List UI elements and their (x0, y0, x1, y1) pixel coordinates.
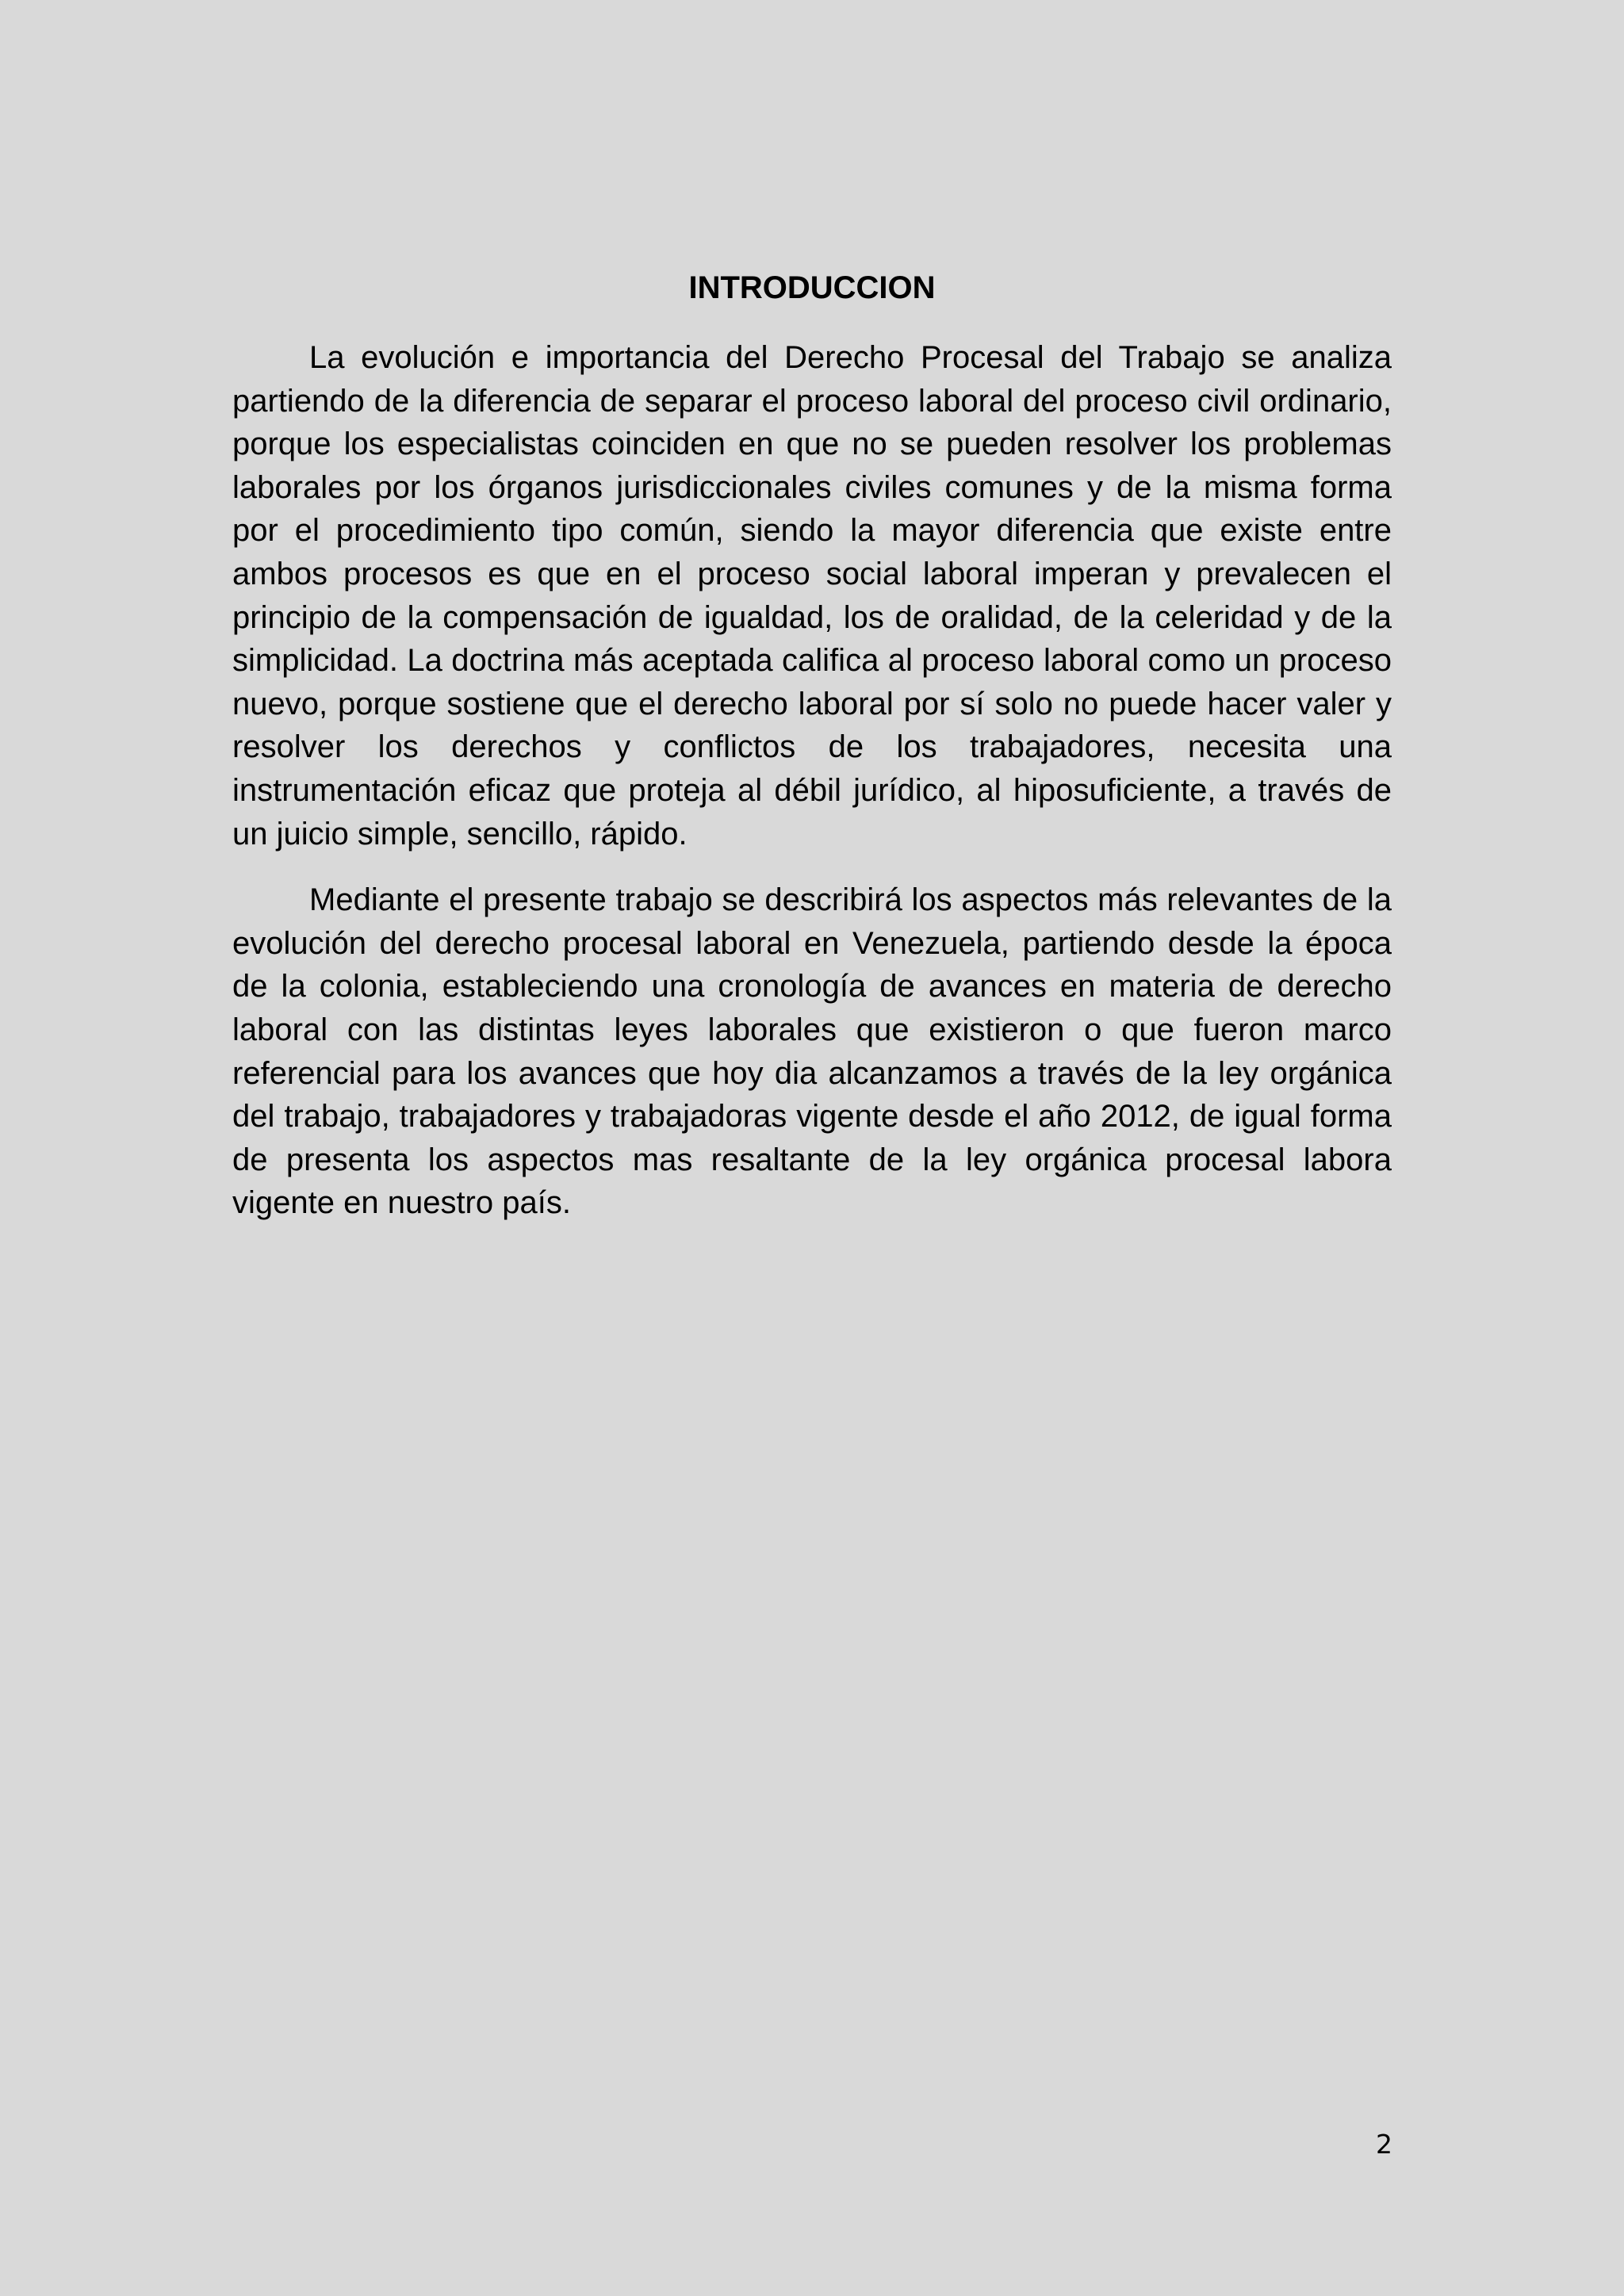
paragraph-1: La evolución e importancia del Derecho Procesal del Trabajo se analiza partiendo de la diferencia de separar el proceso laboral del proceso civil ordinario, porque los especialistas coinciden en que no se pueden resolver los problemas laborales por los órganos jurisdiccionales civiles comunes y de la misma forma por el procedimiento tipo común, siendo la mayor diferencia que existe entre ambos procesos es que en el proceso social laboral imperan y prevalecen el principio de la compensación de igualdad, los de oralidad, de la celeridad y de la simplicidad. La doctrina más aceptada califica al proceso laboral como un proceso nuevo, porque sostiene que el derecho laboral por sí solo no puede hacer valer y resolver los derechos y conflictos de los trabajadores, necesita una instrumentación eficaz que proteja al débil jurídico, al hiposuficiente, a través de un juicio simple, sencillo, rápido. (232, 340, 1392, 851)
page-number: 2 (1376, 2129, 1392, 2160)
page-content (232, 266, 1392, 1248)
paragraph-2: Mediante el presente trabajo se describirá los aspectos más relevantes de la evolución del derecho procesal laboral en Venezuela, partiendo desde la época de la colonia, estableciendo una cronología de avances en materia de derecho laboral con las distintas leyes laborales que existieron o que fueron marco referencial para los avances que hoy dia alcanzamos a través de la ley orgánica del trabajo, trabajadores y trabajadoras vigente desde el año 2012, de igual forma de presenta los aspectos mas resaltante de la ley orgánica procesal labora vigente en nuestro país. (232, 882, 1392, 1221)
page-title: INTRODUCCION (688, 270, 936, 305)
